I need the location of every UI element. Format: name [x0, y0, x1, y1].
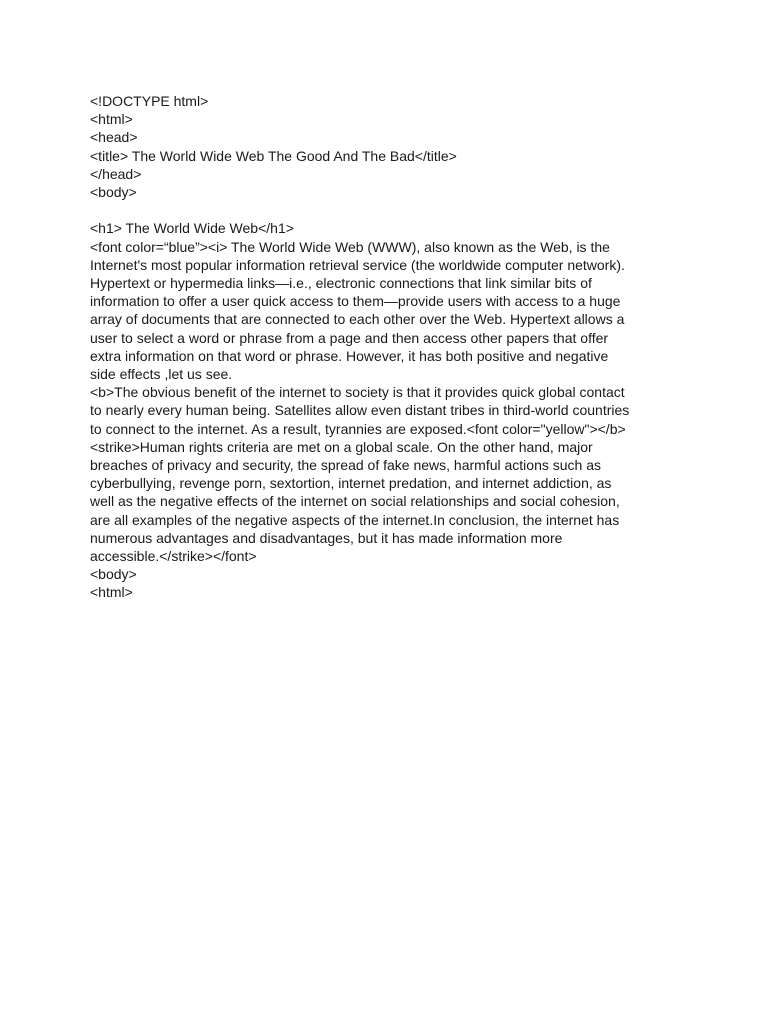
code-line: <h1> The World Wide Web</h1>	[90, 220, 294, 237]
code-line: <!DOCTYPE html>	[90, 93, 209, 109]
code-line: <title> The World Wide Web The Good And The Bad</title>	[90, 147, 457, 164]
code-line: side effects ,let us see.	[90, 366, 233, 383]
code-line: to nearly every human being. Satellites allow even distant tribes in third-world countries	[90, 402, 630, 419]
code-line: user to select a word or phrase from a page and then access other papers that offer	[90, 329, 609, 346]
code-line: <body>	[90, 184, 137, 201]
code-line: <strike>Human rights criteria are met on a global scale. On the other hand, major	[90, 438, 593, 455]
code-line: array of documents that are connected to each other over the Web. Hypertext allows a	[90, 311, 625, 328]
code-line: </head>	[90, 165, 142, 182]
code-line: <body>	[90, 566, 137, 583]
code-line: breaches of privacy and security, the spread of fake news, harmful actions such as	[90, 457, 601, 474]
code-line: are all examples of the negative aspects of the internet.In conclusion, the internet has	[90, 511, 620, 528]
code-line: <html>	[90, 584, 133, 601]
code-line: <font color=“blue”><i> The World Wide Web (WWW), also known as the Web, is the	[90, 238, 610, 255]
code-line: <head>	[90, 129, 138, 146]
code-line: Hypertext or hypermedia links—i.e., electronic connections that link similar bits of	[90, 275, 592, 292]
code-line: accessible.</strike></font>	[90, 548, 257, 565]
code-line: information to offer a user quick access to them—provide users with access to a huge	[90, 293, 621, 310]
body-section	[90, 219, 690, 601]
code-line: cyberbullying, revenge porn, sextortion, internet predation, and internet addiction, as	[90, 475, 612, 492]
document-page	[90, 92, 690, 602]
blank-line	[90, 201, 690, 219]
code-line: to connect to the internet. As a result, tyrannies are exposed.<font color="yellow"></b>	[90, 420, 626, 437]
head-section	[90, 92, 690, 201]
code-line: numerous advantages and disadvantages, but it has made information more	[90, 529, 563, 546]
code-line: <html>	[90, 111, 133, 128]
code-line: <b>The obvious benefit of the internet to society is that it provides quick global contact	[90, 384, 625, 401]
code-line: extra information on that word or phrase. However, it has both positive and negative	[90, 347, 609, 364]
code-line: well as the negative effects of the internet on social relationships and social cohesion,	[90, 493, 620, 510]
code-line: Internet's most popular information retrieval service (the worldwide computer network).	[90, 256, 625, 273]
